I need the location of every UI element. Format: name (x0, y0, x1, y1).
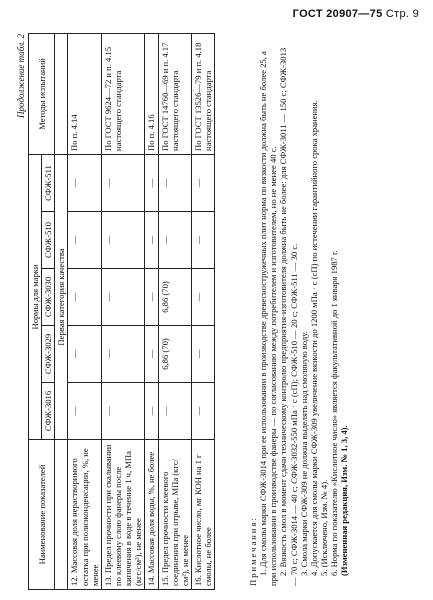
cell: — (158, 154, 191, 211)
cell: — (68, 383, 101, 440)
row-name: 15. Предел прочности клеевого соединения при отрыве, МПа (кгс/см²), не менее (158, 440, 191, 590)
note-item: 5. (Исключено, Изм. № 4). (318, 479, 329, 576)
cell: — (191, 154, 214, 211)
notes-block (248, 38, 349, 586)
cell: 6,86 (70) (158, 326, 191, 383)
indicators-table (28, 33, 215, 590)
continuation-label: Продолжение табл. 2 (16, 34, 26, 118)
table-row (101, 33, 145, 589)
cell: — (145, 326, 158, 383)
cell: — (145, 383, 158, 440)
cell: — (191, 326, 214, 383)
note-item: 2. Вязкость смол в момент сдачи техническому контролю предприятия-изготовителя должна быть не более: для СФЖ-3011 — 150 с; СФЖ-3013 — 70 с; СФЖ-3014 — 40 с; СФЖ-3032-550 мПа · с (сП); СФЖ-510 — 20 с; СФЖ-511 — 30 с. (278, 47, 299, 586)
cell: — (145, 269, 158, 326)
cell: — (68, 212, 101, 269)
revision-note: (Измененная редакция, Изм. № 1, 3, 4). (339, 425, 350, 576)
cell: — (68, 326, 101, 383)
cell: — (101, 154, 145, 211)
cell: — (191, 212, 214, 269)
note-item: 3. Смола марки СФЖ-309 не должна выделять над смоляную воду. (298, 331, 309, 576)
grade-header: СФЖ-3016 (42, 383, 55, 440)
category-row: Первая категория качества (55, 154, 68, 439)
cell: — (145, 212, 158, 269)
cell: 6,86 (70) (158, 269, 191, 326)
row-name: 13. Предел прочности при скалывании по клеевому слою фанеры после кипячения в воде в течение 1 ч, МПа (кгс/см²), не менее (101, 440, 145, 590)
page-header (293, 8, 419, 20)
cell: — (101, 212, 145, 269)
row-method: По п. 4.16 (145, 33, 158, 154)
note-item: 6. Норма по показателю «Кислотное число» является факультативной до 1 января 1987 г. (329, 250, 340, 576)
grade-header: СФЖ-3030 (42, 269, 55, 326)
grade-header: СФЖ-3029 (42, 326, 55, 383)
table-row (145, 33, 158, 589)
cell: — (145, 154, 158, 211)
row-method: По ГОСТ 14760—69 и п. 4.17 настоящего стандарта (158, 33, 191, 154)
group-header: Нормы для марки (29, 154, 42, 439)
row-method: По п. 4.14 (68, 33, 101, 154)
row-method: По ГОСТ 9624—72 и п. 4.15 настоящего стандарта (101, 33, 145, 154)
grade-header: СФЖ-510 (42, 212, 55, 269)
grade-header: СФЖ-511 (42, 154, 55, 211)
table-row (158, 33, 191, 589)
cell: — (68, 154, 101, 211)
row-name: 12. Массовая доля нерастворимого остатка при полиэконденсации, %, не менее (68, 440, 101, 590)
cell: — (191, 269, 214, 326)
row-name: 16. Кислотное число, мг КОН на 1 г смолы, не более (191, 440, 214, 590)
cell: — (101, 269, 145, 326)
cell: — (68, 269, 101, 326)
col-name-header: Наименование показателей (29, 440, 55, 590)
row-method: По ГОСТ 13526—79 и п. 4.18 настоящего стандарта (191, 33, 214, 154)
page-number: Стр. 9 (385, 8, 419, 20)
rotated-content (16, 30, 416, 590)
note-item: 1. Для смолы марки СФЖ-3014 при ее использовании в производстве древесностружечных плит норма по вязкости должна быть не более 25, а при использовании в производстве фанеры — по согласованию между потребителем и изготовителем, но не менее 40 с. (258, 51, 279, 586)
gost-number: ГОСТ 20907—75 (292, 8, 383, 20)
table-row (191, 33, 214, 589)
table-row (68, 33, 101, 589)
row-name: 14. Массовая доля воды, %, не более (145, 440, 158, 590)
note-item: 4. Допускается для смолы марки СФЖ-309 увеличение вязкости до 1200 мПа · с (сП) по истечении гарантийного срока хранения. (308, 100, 319, 576)
cell: — (191, 383, 214, 440)
cell: — (101, 383, 145, 440)
cell: — (158, 383, 191, 440)
notes-title: Примечания: (248, 516, 258, 586)
cell: — (158, 212, 191, 269)
cell: — (101, 326, 145, 383)
col-methods-header: Методы испытаний (29, 33, 55, 154)
